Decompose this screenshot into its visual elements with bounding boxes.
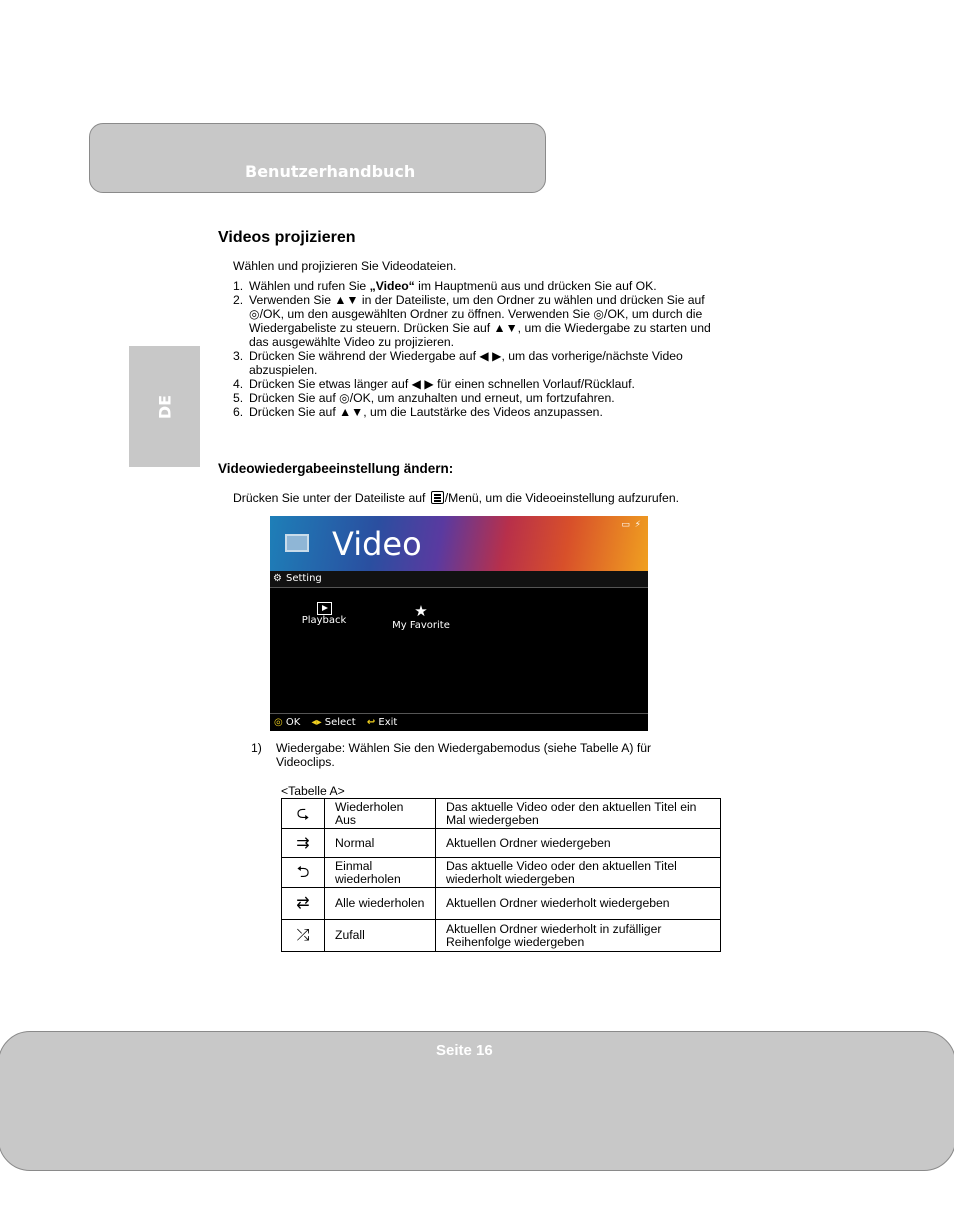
list-item: 1. Wählen und rufen Sie „Video“ im Hauptmenü aus und drücken Sie auf OK. bbox=[233, 279, 657, 293]
screen-footer: ◎ OK ◂▸ Select ↩ Exit bbox=[270, 713, 648, 731]
playback-option[interactable]: Playback bbox=[298, 602, 350, 626]
battery-icon: ▭ ⚡ bbox=[621, 520, 642, 530]
device-screenshot bbox=[270, 516, 648, 731]
arrow-left-right-icon: ◂▸ bbox=[311, 717, 322, 728]
table-row: ⮌ Einmal wiederholen Das aktuelle Video oder den aktuellen Titel wiederholt wiedergeben bbox=[282, 858, 721, 888]
list-item: 6. Drücken Sie auf ▲▼, um die Lautstärke des Videos anzupassen. bbox=[233, 405, 603, 419]
menu-icon bbox=[431, 491, 444, 504]
favorite-option[interactable]: ★ My Favorite bbox=[388, 602, 454, 631]
setting-label: Setting bbox=[285, 573, 322, 584]
steps-list bbox=[233, 279, 733, 419]
back-icon: ↩ bbox=[366, 717, 376, 728]
footer-band bbox=[0, 1031, 954, 1171]
list-item: 2. Verwenden Sie ▲▼ in der Dateiliste, um den Ordner zu wählen und drücken Sie auf ◎/OK, um den ausgewählten Ordner zu öffnen. Verwenden Sie ◎/OK, um durch die Wiedergabeliste zu steuern. Drücken Sie auf ▲▼, um die Wiedergabe zu starten und das ausgewählte Video zu projizieren. bbox=[233, 293, 711, 349]
film-icon bbox=[285, 534, 309, 552]
screen-title: Video bbox=[332, 525, 422, 563]
table-row: ⮎ Wiederholen Aus Das aktuelle Video oder den aktuellen Titel ein Mal wiedergeben bbox=[282, 799, 721, 829]
normal-icon: ⇉ bbox=[282, 829, 325, 858]
shuffle-icon: ⤮ bbox=[282, 920, 325, 952]
star-icon: ★ bbox=[414, 602, 428, 620]
header-tab bbox=[89, 123, 546, 193]
page-number: Seite 16 bbox=[436, 1042, 493, 1059]
ok-icon: ◎ bbox=[274, 717, 283, 728]
table-caption: <Tabelle A> bbox=[281, 784, 345, 798]
note-item: 1) Wiedergabe: Wählen Sie den Wiedergabemodus (siehe Tabelle A) für Videoclips. bbox=[251, 741, 652, 769]
language-label: DE bbox=[155, 394, 174, 419]
repeat-all-icon: ⇄ bbox=[282, 888, 325, 920]
play-icon bbox=[317, 602, 332, 615]
table-row: ⇄ Alle wiederholen Aktuellen Ordner wiederholt wiedergeben bbox=[282, 888, 721, 920]
language-tab bbox=[129, 346, 200, 467]
menu-instruction: Drücken Sie unter der Dateiliste auf /Menü, um die Videoeinstellung aufzurufen. bbox=[233, 491, 679, 505]
list-item: 5. Drücken Sie auf ◎/OK, um anzuhalten und erneut, um fortzufahren. bbox=[233, 391, 615, 405]
section-heading: Videos projizieren bbox=[218, 229, 356, 246]
gear-icon: ⚙ bbox=[273, 573, 282, 584]
repeat-once-icon: ⮌ bbox=[282, 858, 325, 888]
setting-bar bbox=[270, 571, 648, 588]
subsection-heading: Videowiedergabeeinstellung ändern: bbox=[218, 461, 454, 476]
list-item: 4. Drücken Sie etwas länger auf ◀ ▶ für einen schnellen Vorlauf/Rücklauf. bbox=[233, 377, 635, 391]
table-row: ⇉ Normal Aktuellen Ordner wiedergeben bbox=[282, 829, 721, 858]
playback-mode-table bbox=[281, 798, 721, 952]
repeat-off-icon: ⮎ bbox=[282, 799, 325, 829]
manual-title: Benutzerhandbuch bbox=[245, 162, 416, 181]
section-intro: Wählen und projizieren Sie Videodateien. bbox=[233, 259, 457, 273]
video-banner bbox=[270, 516, 648, 571]
table-row: ⤮ Zufall Aktuellen Ordner wiederholt in zufälliger Reihenfolge wiedergeben bbox=[282, 920, 721, 952]
list-item: 3. Drücken Sie während der Wiedergabe auf ◀ ▶, um das vorherige/nächste Video abzuspielen. bbox=[233, 349, 683, 377]
